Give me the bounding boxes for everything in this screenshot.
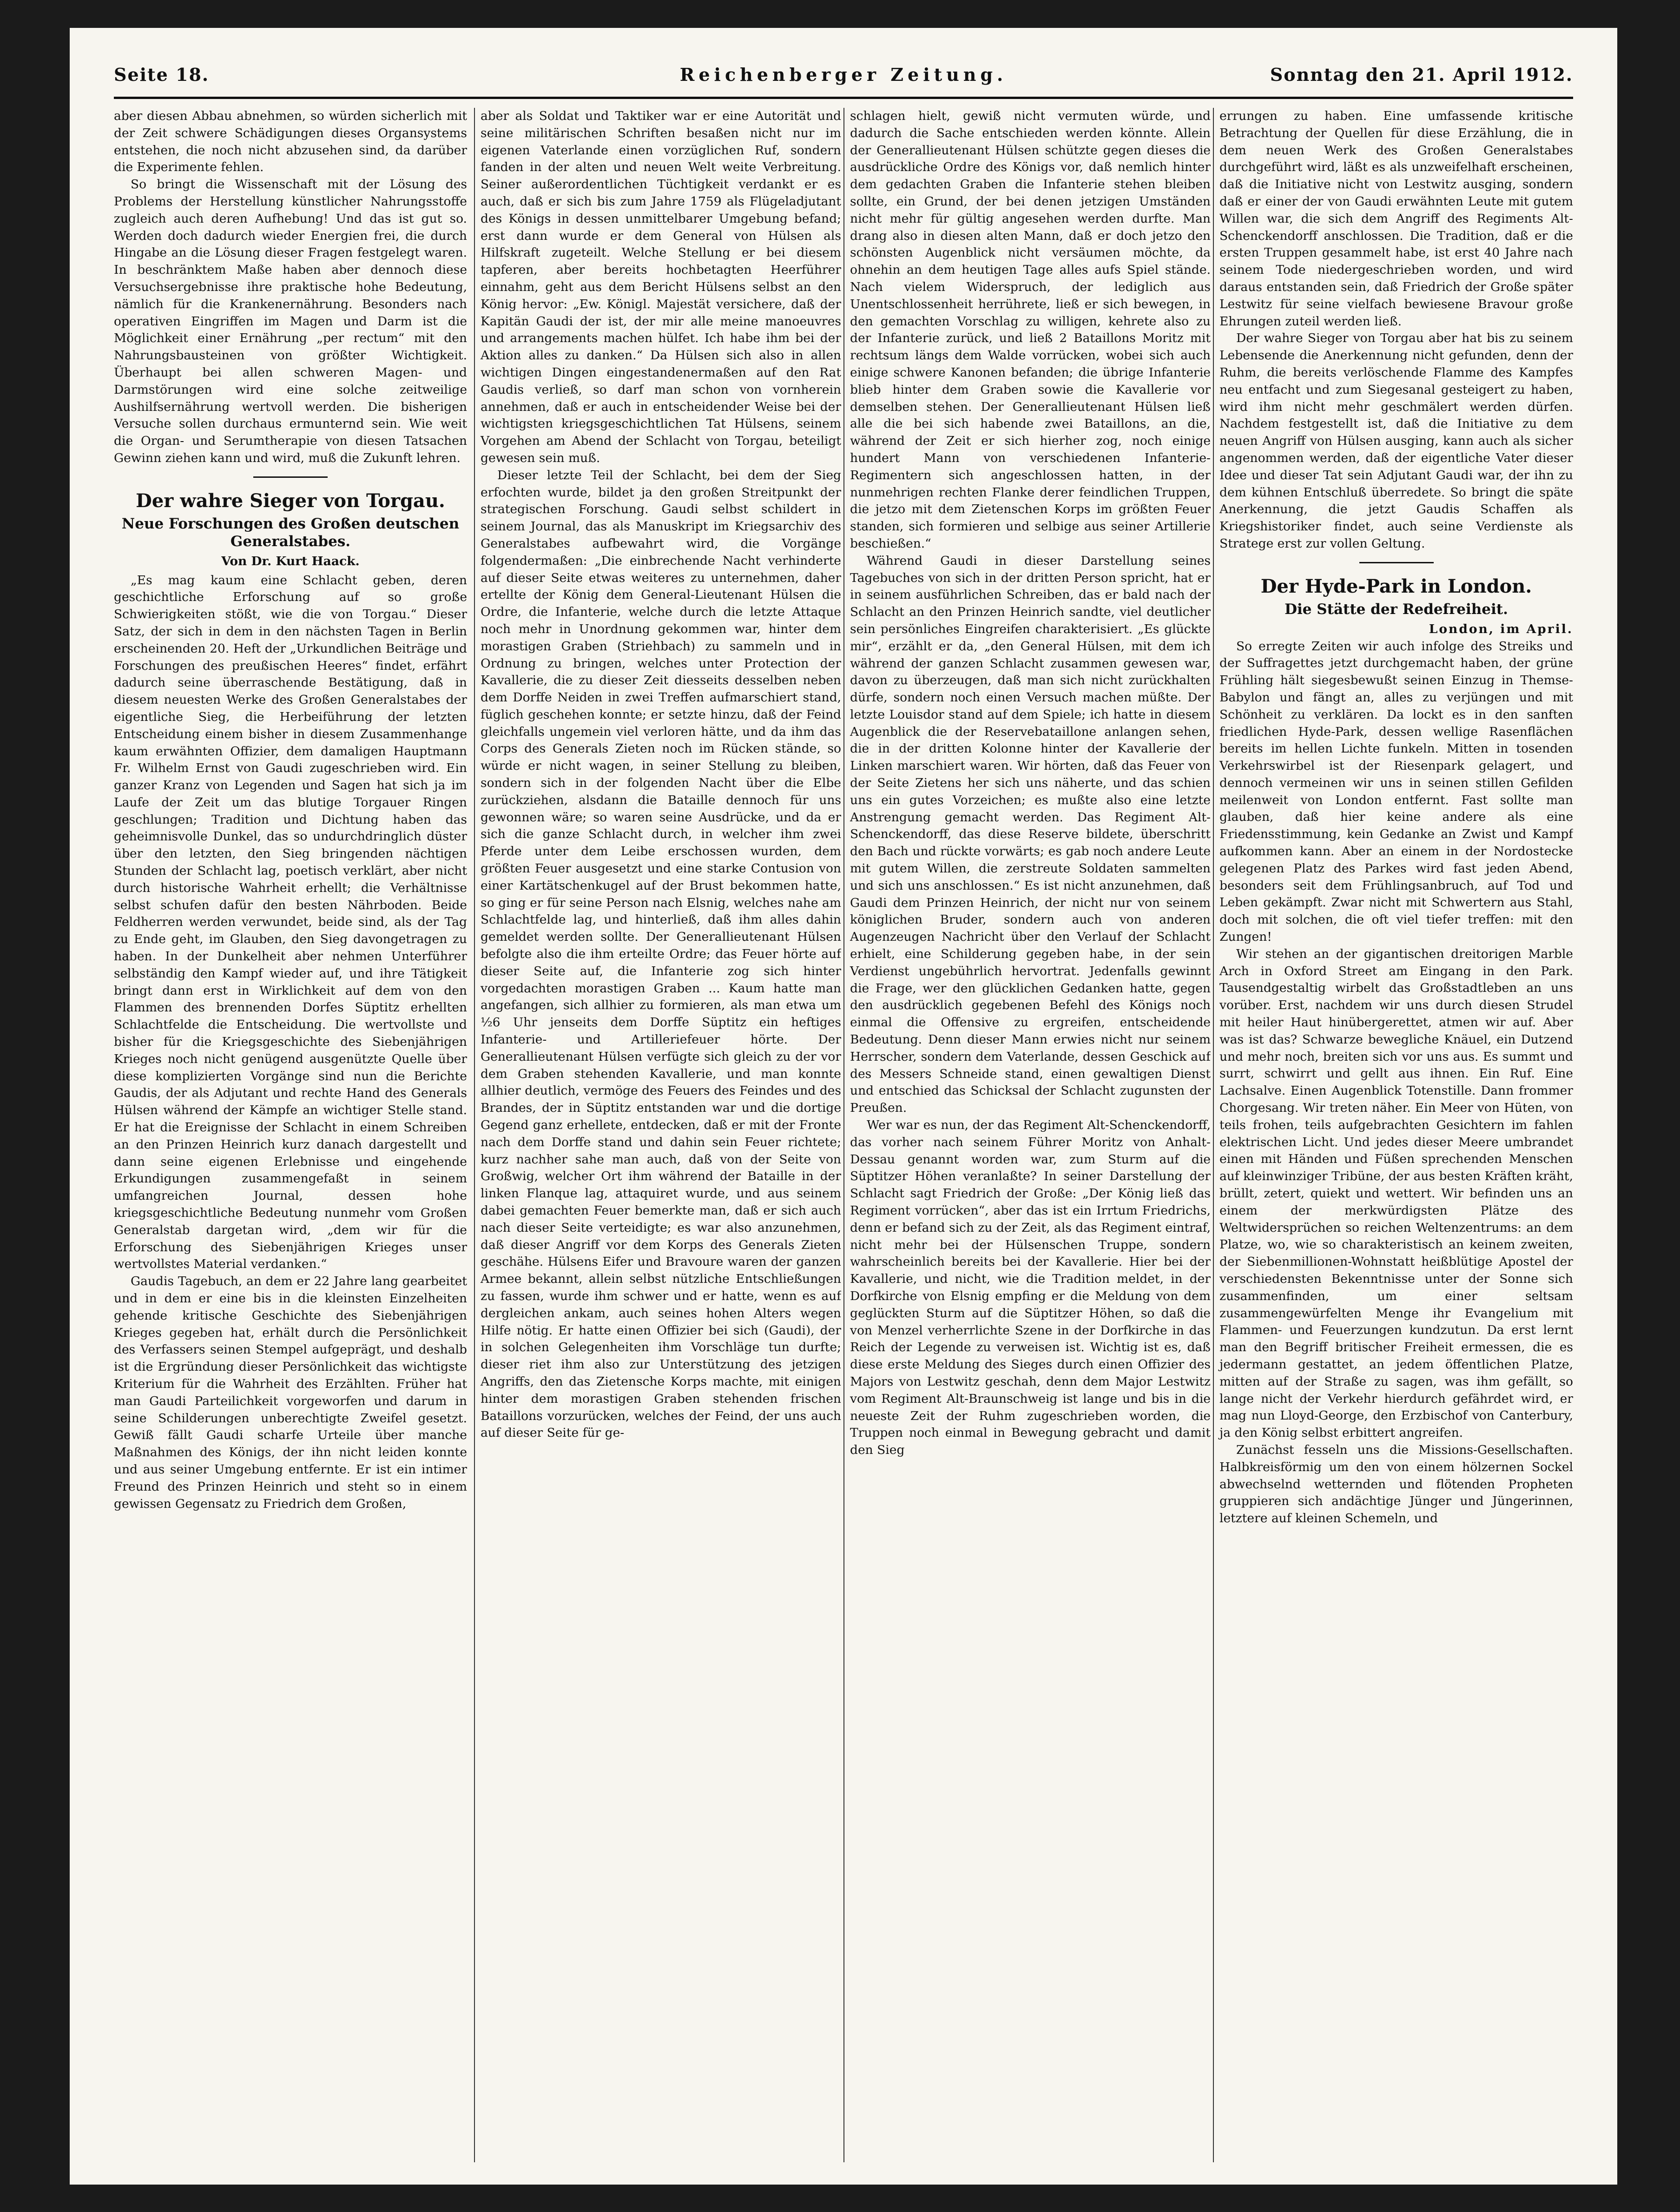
column-2 [474,108,841,2162]
page-number: Seite 18. [114,64,210,85]
article-paragraph: „Es mag kaum eine Schlacht geben, deren geschichtliche Erforschung auf so große Schwierigkeiten stößt, wie die von Torgau.“ Dieser Satz, der sich in dem in den nächsten Tagen in Berlin erscheinenden 20. Heft der „Urkundlichen Beiträge und Forschungen des preußischen Heeres“ findet, erfährt dadurch seine überraschende Bestätigung, daß in diesem neuesten Werke des Großen Generalstabes der eigentliche Sieg, die Herbeiführung der letzten Entscheidung einem bisher in diesem Zusammenhange kaum erwähnten Offizier, dem damaligen Hauptmann Fr. Wilhelm Ernst von Gaudi zugeschrieben wird. Ein ganzer Kranz von Legenden und Sagen hat sich ja im Laufe der Zeit um das blutige Torgauer Ringen geschlungen; Tradition und Dichtung haben das geheimnisvolle Dunkel, das so undurchdringlich düster über den letzten, den Sieg bringenden nächtigen Stunden der Schlacht lag, poetisch verklärt, aber nicht durch historische Wahrheit erhellt; die Verhältnisse selbst schufen dafür den besten Nährboden. Beide Feldherren werden verwundet, beide sind, als der Tag zu Ende geht, im Glauben, den Sieg davongetragen zu haben. In der Dunkelheit aber nehmen Unterführer selbständig den Kampf wieder auf, und ihre Tätigkeit bringt dann erst in Wirklichkeit auf dem von den Flammen des brennenden Dorfes Süptitz erhellten Schlachtfelde die Entscheidung. Die wertvollste und bisher für die Kriegsgeschichte des Siebenjährigen Krieges noch nicht genügend ausgenützte Quelle über diese komplizierten Vorgänge sind nun die Berichte Gaudis, der als Adjutant und rechte Hand des Generals Hülsen während der Kämpfe an wichtiger Stelle stand. Er hat die Ereignisse der Schlacht in einem Schreiben an den Prinzen Heinrich kurz danach dargestellt und dann seine eigenen Erlebnisse und eingehende Erkundigungen zusammengefaßt in seinem umfangreichen Journal, dessen hohe kriegsgeschichtliche Bedeutung nunmehr vom Großen Generalstab dargetan wird, „dem wir für die Erforschung des Siebenjährigen Krieges unser wertvollstes Material verdanken.“ [114,573,467,1272]
article-dateline: London, im April. [1429,621,1573,636]
article-byline: Von Dr. Kurt Haack. [221,554,360,568]
article-paragraph: Gaudis Tagebuch, an dem er 22 Jahre lang gearbeitet und in dem er eine bis in die kleinsten Einzelheiten gehende kritische Geschichte des Siebenjährigen Krieges gegeben hat, erhält durch die Persönlichkeit des Verfassers seinen Stempel aufgeprägt, und deshalb ist die Ergründung dieser Persönlichkeit das wichtigste Kriterium für die Wahrheit des Erzählten. Früher hat man Gaudi Parteilichkeit vorgeworfen und darum in seine Schilderungen unberechtigte Zweifel gesetzt. Gewiß fällt Gaudi scharfe Urteile über manche Maßnahmen des Königs, der ihn nicht leiden konnte und aus seiner Umgebung entfernte. Er ist ein intimer Freund des Prinzen Heinrich und steht so in einem gewissen Gegensatz zu Friedrich dem Großen, [114,1274,467,1511]
article-paragraph: So bringt die Wissenschaft mit der Lösung des Problems der Herstellung künstlicher Nahrungsstoffe zugleich auch deren Aufhebung! Und das ist gut so. Werden doch dadurch wieder Energien frei, die durch Hingabe an die Lösung dieser Fragen festgelegt waren. In beschränktem Maße haben aber dennoch diese Versuchsergebnisse ihre praktische hohe Bedeutung, nämlich für die Krankenernährung. Besonders nach operativen Eingriffen im Magen und Darm ist die Möglichkeit einer Ernährung „per rectum“ mit den Nahrungsbausteinen von größter Wichtigkeit. Überhaupt bei allen schweren Magen- und Darmstörungen wird eine solche zeitweilige Aushilfsernährung wertvoll werden. Die bisherigen Versuche sollen durchaus ermunternd sein. Wie weit die Organ- und Serumtherapie von diesen Tatsachen Gewinn ziehen kann und wird, muß die Zukunft lehren. [114,177,467,465]
article-paragraph: Dieser letzte Teil der Schlacht, bei dem der Sieg erfochten wurde, bildet ja den großen Streitpunkt der strategischen Forschung. Gaudi selbst schildert in seinem Journal, das als Manuskript im Kriegsarchiv des Generalstabes aufbewahrt wird, die Vorgänge folgendermaßen: „Die einbrechende Nacht verhinderte auf dieser Seite etwas weiteres zu unternehmen, daher ertellte der König dem General-Lieutenant Hülsen die Ordre, die Infanterie, welche durch die letzte Attaque noch mehr in Unordnung gekommen war, hinter dem morastigen Graben (Striehbach) zu sammeln und in Ordnung zu bringen, welches unter Protection der Kavallerie, die zu dieser Zeit diesseits desselben neben dem Dorffe Neiden in zwei Treffen aufmarschiert stand, füglich geschehen konnte; er setzte hinzu, daß der Feind gleichfalls ungemein viel verloren hätte, und da ihm das Corps des Generals Zieten noch im Rücken stände, so würde er nicht wagen, in seiner Stellung zu bleiben, sondern sich in der folgenden Nacht über die Elbe zurückziehen, alsdann die Bataille dennoch für uns gewonnen wäre; so waren seine Ausdrücke, und da er sich die ganze Schlacht durch, in welcher ihm zwei Pferde unter dem Leibe erschossen wurden, dem größten Feuer ausgesetzt und eine starke Contusion von einer Kartätschenkugel auf der Brust bekommen hatte, so ging er für seine Person nach Elsnig, welches nahe am Schlachtfelde lag, und hinterließ, daß ihm alles dahin gemeldet werden sollte. Der Generallieutenant Hülsen befolgte also die ihm erteilte Ordre; das Feuer hörte auf dieser Seite auf, die Infanterie zog sich hinter vorgedachten morastigen Graben ... Kaum hatte man angefangen, sich allhier zu formieren, als man etwa um ½6 Uhr jenseits dem Dorffe Süptitz ein heftiges Infanterie- und Artilleriefeuer hörte. Der Generallieutenant Hülsen verfügte sich gleich zu der vor dem Graben stehenden Kavallerie, und man konnte allhier deutlich, vermöge des Feuers des Feindes und des Brandes, der in Süptitz entstanden war und die dortige Gegend ganz erhellete, entdecken, daß er mit der Fronte nach dem Dorffe stand und dahin sein Feuer richtete; kurz nachher sahe man auch, daß von der Seite von Großwig, welcher Ort ihm während der Bataille in der linken Flanque lag, attaquiret wurde, und aus seinem dabei gemachten Feuer bemerkte man, daß er sich auch nach dieser Seite verteidigte; es war also anzunehmen, daß dieser Angriff vor dem Korps des Generals Zieten geschähe. Hülsens Eifer und Bravoure waren der ganzen Armee bekannt, allein selbst nützliche Entschließungen zu fassen, wurde ihm schwer und er hatte, wenn es auf dergleichen ankam, auch seines hohen Alters wegen Hilfe nötig. Er hatte einen Offizier bei sich (Gaudi), der in solchen Gelegenheiten ihm Vorschläge tun durfte; dieser riet ihm also zur Unterstützung des jetzigen Angriffs, den das Zietensche Korps machte, mit einigen hinter dem morastigen Graben stehenden frischen Bataillons vorzurücken, welches der Feind, der uns auch auf dieser Seite für ge- [481,468,841,1440]
article-subtitle: Die Stätte der Redefreiheit. [1285,601,1508,618]
column-4 [1213,108,1573,2162]
article-paragraph: Während Gaudi in dieser Darstellung seines Tagebuches von sich in der dritten Person spricht, hat er in seinem ausführlichen Schreiben, das er bald nach der Schlacht an den Prinzen Heinrich sandte, viel deutlicher sein persönliches Eingreifen charakterisiert. „Es glückte mir“, erzählt er da, „den General Hülsen, mit dem ich während der ganzen Schlacht zusammen gewesen war, davon zu überzeugen, daß man sich nicht zurückhalten dürfe, sondern noch einen Versuch machen müßte. Der letzte Louisdor stand auf dem Spiele; ich hatte in diesem Augenblick die der Reservebataillone anlangen sehen, die in der dritten Kolonne hinter der Kavallerie der Linken marschiert waren. Wir hörten, daß das Feuer von der Seite Zietens her sich uns näherte, und das schien uns ein gutes Vorzeichen; es mußte also eine letzte Anstrengung gemacht werden. Das Regiment Alt-Schenckendorff, das diese Reserve bildete, überschritt den Bach und rückte vorwärts; es gab noch andere Leute mit gutem Willen, die zerstreute Soldaten sammelten und sich uns anschlossen.“ Es ist nicht anzunehmen, daß Gaudi dem Prinzen Heinrich, der nicht nur von seinem königlichen Bruder, sondern auch von anderen Augenzeugen Nachricht über den Verlauf der Schlacht erhielt, eine Schilderung gegeben habe, in der sein Verdienst ungebührlich hervortrat. Jedenfalls gewinnt die Frage, wer den glücklichen Gedanken hatte, gegen den ausdrücklich gegebenen Befehl des Königs noch einmal die Offensive zu ergreifen, entscheidende Bedeutung. Denn dieser Mann erwies nicht nur seinem Herrscher, sondern dem Vaterlande, dessen Geschick auf des Messers Schneide stand, einen gewaltigen Dienst und entschied das Schicksal der Schlacht zugunsten der Preußen. [850,553,1211,1116]
article-paragraph: Wer war es nun, der das Regiment Alt-Schenckendorff, das vorher nach seinem Führer Moritz von Anhalt-Dessau genannt worden war, zum Sturm auf die Süptitzer Höhen veranlaßte? In seiner Darstellung der Schlacht sagt Friedrich der Große: „Der König ließ das Regiment vorrücken“, aber das ist ein Irrtum Friedrichs, denn er befand sich zu der Zeit, als das Regiment eintraf, nicht mehr bei der Hülsenschen Truppe, sondern wahrscheinlich bereits bei der Kavallerie. Hier bei der Kavallerie, und nicht, wie die Tradition meldet, in der Dorfkirche von Elsnig empfing er die Meldung von dem geglückten Sturm auf die Süptitzer Höhen, so daß die von Menzel verherrlichte Szene in der Dorfkirche in das Reich der Legende zu verweisen ist. Wichtig ist es, daß diese erste Meldung des Sieges durch einen Offizier des Majors von Lestwitz geschah, denn dem Major Lestwitz vom Regiment Alt-Braunschweig ist lange und bis in die neueste Zeit der Ruhm zugeschrieben worden, die Truppen noch einmal in Bewegung gebracht und damit den Sieg [850,1118,1211,1458]
column-1 [114,108,467,2162]
article-subtitle: Neue Forschungen des Großen deutschen Generalstabes. [121,515,460,550]
article-divider [1359,562,1434,563]
newspaper-page [70,28,1617,2185]
article-paragraph: schlagen hielt, gewiß nicht vermuten würde, und dadurch die Sache entschieden werden könnte. Allein der Generallieutenant Hülsen schützte gegen dieses die ausdrückliche Ordre des Königs vor, daß nemlich hinter dem gedachten Graben die Infanterie stehen bleiben sollte, ein Grund, der bei denen jetzigen Umständen nicht mehr für gültig angesehen werden durfte. Man drang also in diesen alten Mann, daß er doch jetzo den schönsten Augenblick nicht versäumen möchte, da ohnehin an dem heutigen Tage alles aufs Spiel stände. Nach vielem Widerspruch, der lediglich aus Unentschlossenheit herrührete, ließ er sich bewegen, in den gemachten Vorschlag zu willigen, kehrete also zu der Infanterie zurück, und ließ 2 Bataillons Moritz mit rechtsum längs dem Walde vorrücken, wobei sich auch einige schwere Kanonen befanden; die übrige Infanterie blieb hinter dem Graben sowie die Kavallerie vor demselben stehen. Der Generallieutenant Hülsen ließ alle die bei sich habende zwei Bataillons, an die, während der Zeit er sich hierher zog, noch einige hundert Mann von verschiedenen Infanterie-Regimentern sich angeschlossen hatten, in der nunmehrigen rechten Flanke derer feindlichen Truppen, die jetzo mit dem Zietenschen Korps im größten Feuer standen, sich formieren und selbige aus seiner Artillerie beschießen.“ [850,109,1211,551]
article-title: Der wahre Sieger von Torgau. [136,489,445,512]
article-paragraph: Der wahre Sieger von Torgau aber hat bis zu seinem Lebensende die Anerkennung nicht gefunden, denn der Ruhm, die bereits verlöschende Flamme des Kampfes neu entfacht und zum Siegesanal gesteigert zu haben, wird ihm nicht mehr geschmälert werden dürfen. Nachdem festgestellt ist, daß die Initiative zu dem neuen Angriff von Hülsen ausging, kann auch als sicher angenommen werden, daß der eigentliche Vater dieser Idee und dieser Tat sein Adjutant Gaudi war, der ihn zu dem kühnen Entschluß überredete. So bringt die späte Anerkennung, die jetzt Gaudis Schaffen als Kriegshistoriker findet, auch seine Verdienste als Stratege erst zur vollen Geltung. [1219,331,1573,551]
article-paragraph: errungen zu haben. Eine umfassende kritische Betrachtung der Quellen für diese Erzählung, die in dem neuen Werk des Großen Generalstabes durchgeführt wird, läßt es als unzweifelhaft erscheinen, daß die Initiative nicht von Lestwitz ausging, sondern daß er einer der von Gaudi erwähnten Leute mit gutem Willen war, die sich dem Angriff des Regiments Alt-Schenckendorff anschlossen. Die Tradition, daß er die ersten Truppen gesammelt habe, ist erst 40 Jahre nach seinem Tode niedergeschrieben worden, und wird daraus entstanden sein, daß Friedrich der Große später Lestwitz für seine vielfach bewiesene Bravour große Ehrungen zuteil werden ließ. [1219,109,1573,329]
article-title: Der Hyde-Park in London. [1260,575,1532,597]
article-paragraph: Zunächst fesseln uns die Missions-Gesellschaften. Halbkreisförmig um den von einem hölzernen Sockel abwechselnd wetternden und flötenden Propheten gruppieren sich andächtige Jünger und Jüngerinnen, letztere auf kleinen Schemeln, und [1219,1442,1573,1526]
page-header [114,59,1573,92]
article-divider [253,476,328,478]
header-rule [114,97,1573,99]
issue-date: Sonntag den 21. April 1912. [1270,64,1573,85]
column-3 [843,108,1211,2162]
article-paragraph: So erregte Zeiten wir auch infolge des Streiks und der Suffragettes jetzt durchgemacht haben, der grüne Frühling hält siegesbewußt seinen Einzug in Themse-Babylon und fängt an, alles zu verjüngen und mit Schönheit zu verklären. Da lockt es in den sanften friedlichen Hyde-Park, dessen wellige Rasenflächen bereits im hellen Lichte funkeln. Mitten in tosenden Verkehrswirbel ist der Riesenpark gelagert, und dennoch vermeinen wir uns in seinen stillen Gefilden meilenweit von London entfernt. Fast sollte man glauben, daß hier keine andere als eine Friedensstimmung, kein Gedanke an Zwist und Kampf aufkommen kann. Aber an einem in der Nordostecke gelegenen Platz des Parkes wird fast jeden Abend, besonders seit dem Frühlingsanbruch, auf Tod und Leben gekämpft. Zwar nicht mit Schwertern aus Stahl, doch mit solchen, die oft viel tiefer treffen: mit den Zungen! [1219,639,1573,944]
article-paragraph: Wir stehen an der gigantischen dreitorigen Marble Arch in Oxford Street am Eingang in den Park. Tausendgestaltig wirbelt das Großstadtleben an uns vorüber. Erst, nachdem wir uns durch diesen Strudel mit heiler Haut hinübergerettet, atmen wir auf. Aber was ist das? Schwarze bewegliche Knäuel, ein Dutzend und mehr noch, breiten sich vor uns aus. Es summt und surrt, schwirrt und gellt aus ihnen. Ein Ruf. Eine Lachsalve. Einen Augenblick Totenstille. Dann frommer Chorgesang. Wir treten näher. Ein Meer von Hüten, von teils frohen, teils aufgebrachten Gesichtern im fahlen elektrischen Licht. Und jedes dieser Meere umbrandet einen mit Händen und Füßen sprechenden Menschen auf kleinwinziger Tribüne, der aus besten Kräften kräht, brüllt, zetert, quiekt und wettert. Wir befinden uns an einem der merkwürdigsten Plätze des Weltwidersprüchen so reichen Weltenzentrums: an dem Platze, wo, wie so charakteristisch an keinem zweiten, der Siebenmillionen-Wohnstatt heißblütige Apostel der verschiedensten Bekenntnisse unter der Sonne sich zusammenfinden, um einer seltsam zusammengewürfelten Menge ihr Evangelium mit Flammen- und Feuerzungen kundzutun. Da erst lernt man den Begriff britischer Freiheit ermessen, die es jedermann gestattet, an jedem öffentlichen Platze, mitten auf der Straße zu sagen, was ihm gefällt, so lange nicht der Verkehr hierdurch gefährdet wird, er mag nun Lloyd-George, den Erzbischof von Canterbury, ja den König selbst erbittert angreifen. [1219,946,1573,1440]
newspaper-name: Reichenberger Zeitung. [679,64,1008,85]
article-paragraph: aber als Soldat und Taktiker war er eine Autorität und seine militärischen Schriften besaßen nicht nur im eigenen Vaterlande einen vorzüglichen Ruf, sondern fanden in der alten und neuen Welt weite Verbreitung. Seiner außerordentlichen Tüchtigkeit verdankt er es auch, daß er sich bis zum Jahre 1759 als Flügeladjutant des Königs in dessen unmittelbarer Umgebung befand; erst dann wurde er dem General von Hülsen als Hilfskraft zugeteilt. Welche Stellung er bei diesem tapferen, aber bereits hochbetagten Heerführer einnahm, geht aus dem Bericht Hülsens selbst an den König hervor: „Ew. Königl. Majestät versichere, daß der Kapitän Gaudi der ist, der mir alle meine manoeuvres und arrangements machen hülfet. Ich habe ihm bei der Aktion alles zu danken.“ Da Hülsen sich also in allen wichtigen Dingen eingestandenermaßen auf den Rat Gaudis verließ, so darf man schon von vornherein annehmen, daß er auch in entscheidender Weise bei der wichtigsten kriegsgeschichtlichen Tat Hülsens, seinem Vorgehen am Abend der Schlacht von Torgau, beteiligt gewesen sein muß. [481,109,841,465]
article-paragraph: aber diesen Abbau abnehmen, so würden sicherlich mit der Zeit schwere Schädigungen dieses Organsystems entstehen, die noch nicht abzusehen sind, da darüber die Experimente fehlen. [114,109,467,175]
